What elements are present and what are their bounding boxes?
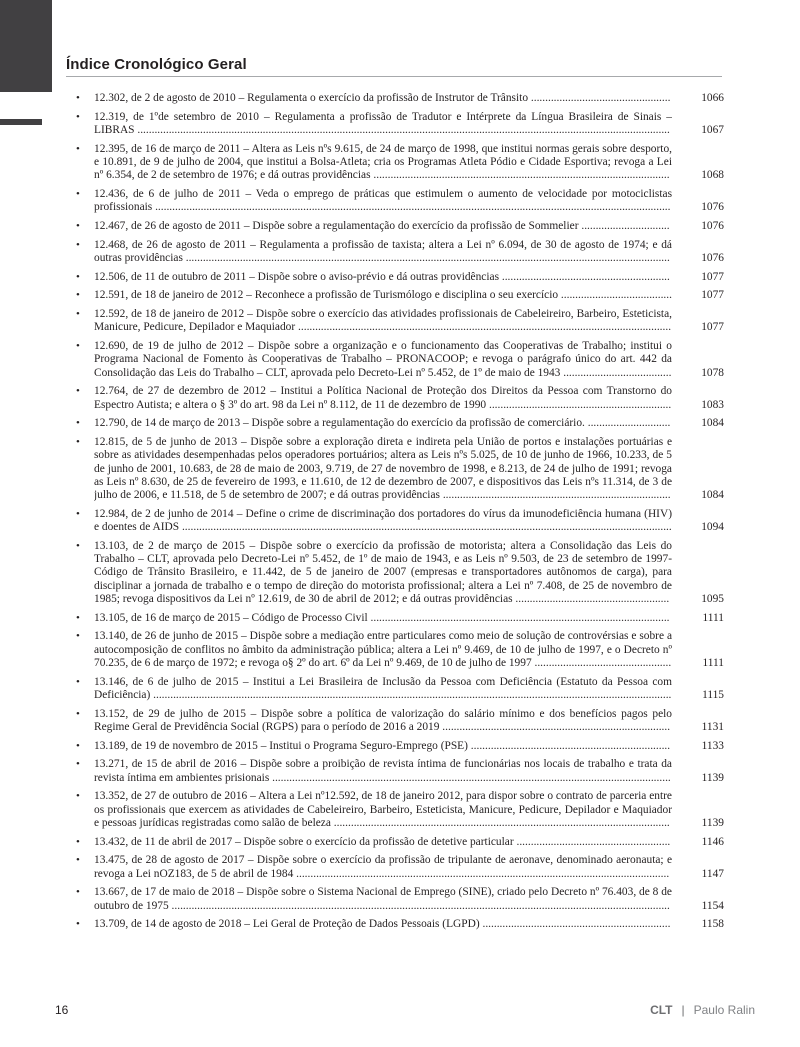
dot-leader: ................................................. — [528, 92, 671, 104]
dot-leader: ............................................................................................................................................ — [269, 771, 671, 784]
dot-leader: ............................................................................................................................................................................ — [179, 521, 672, 534]
index-entry — [74, 289, 724, 302]
bullet-icon: • — [76, 417, 80, 430]
entry-page-number: 1131 — [701, 720, 724, 733]
index-entry — [74, 92, 724, 105]
dot-leader: ....................................... — [558, 289, 672, 302]
index-entry — [74, 540, 724, 606]
index-entry — [74, 239, 724, 266]
index-entry — [74, 740, 724, 753]
bullet-icon: • — [76, 630, 80, 643]
bullet-icon: • — [76, 187, 80, 200]
index-entry — [74, 436, 724, 502]
entry-text: 13.189, de 19 de novembro de 2015 – Institui o Programa Seguro-Emprego (PSE) ...................................................................... — [94, 739, 671, 752]
entry-page-number: 1083 — [701, 398, 724, 411]
entry-text: 12.468, de 26 de agosto de 2011 – Regulamenta a profissão de taxista; altera a Lei nº 6.094, de 30 de agosto de 1974; e dá outras providências .......................................................................................................................................................................... — [94, 238, 672, 264]
dot-leader: ...................................................................................................................................................................................... — [150, 688, 672, 701]
index-entry — [74, 308, 724, 335]
entry-text: 12.319, de 1ºde setembro de 2010 – Regulamenta a profissão de Tradutor e Intérprete da Língua Brasileira de Sinais – LIBRAS ........................................................................................................................................................................................... — [94, 110, 672, 136]
entry-text: 12.790, de 14 de março de 2013 – Dispõe sobre a regulamentação do exercício da profissão de comerciário. ............................. — [94, 417, 671, 430]
entry-text: 13.432, de 11 de abril de 2017 – Dispõe sobre o exercício da profissão de detetive particular ...................................................... — [94, 835, 671, 848]
index-entry — [74, 708, 724, 735]
bullet-icon: • — [76, 854, 80, 867]
dot-leader: ................................................................................ — [439, 489, 671, 502]
bullet-icon: • — [76, 238, 80, 251]
dot-leader: .................................................................. — [479, 918, 671, 931]
index-entry — [74, 630, 724, 670]
entry-page-number: 1154 — [701, 899, 724, 912]
index-entry — [74, 385, 724, 412]
dot-leader: ................................................ — [531, 656, 672, 669]
dot-leader: ................................................................................................................................... — [293, 867, 670, 880]
index-entry — [74, 918, 724, 931]
entry-page-number: 1077 — [701, 289, 724, 302]
page-title: Índice Cronológico Geral — [66, 56, 247, 73]
entry-page-number: 1067 — [701, 123, 724, 136]
index-entry — [74, 417, 724, 430]
dot-leader: ............................. — [584, 417, 671, 430]
entry-text: 12.591, de 18 de janeiro de 2012 – Reconhece a profissão de Turismólogo e disciplina o seu exercício ....................................... — [94, 289, 672, 302]
bullet-icon: • — [76, 339, 80, 352]
entry-text: 13.146, de 6 de julho de 2015 – Institui a Lei Brasileira de Inclusão da Pessoa com Deficiência (Estatuto da Pessoa com Deficiência) ...................................................................................................................................................................................... — [94, 675, 672, 701]
bullet-icon: • — [76, 918, 80, 931]
index-entry — [74, 508, 724, 535]
entry-page-number: 1147 — [701, 867, 724, 880]
side-tab-mark — [0, 119, 42, 125]
entry-text: 13.152, de 29 de julho de 2015 – Dispõe sobre a política de valorização do salário mínimo e dos benefícios pagos pelo Regime Geral de Previdência Social (RGPS) para o período de 2016 a 2019 ................................................................................ — [94, 707, 672, 733]
entry-page-number: 1084 — [701, 417, 724, 430]
bullet-icon: • — [76, 835, 80, 848]
index-entry — [74, 188, 724, 215]
bullet-icon: • — [76, 435, 80, 448]
entry-page-number: 1158 — [701, 918, 724, 931]
dot-leader: ......................................................................................................... — [367, 611, 670, 624]
entry-page-number: 1133 — [701, 739, 724, 752]
index-entry — [74, 111, 724, 138]
bullet-icon: • — [76, 790, 80, 803]
index-entry — [74, 886, 724, 913]
bullet-icon: • — [76, 142, 80, 155]
index-entry — [74, 340, 724, 380]
bullet-icon: • — [76, 739, 80, 752]
dot-leader: ........................................................................................................................................................................................... — [134, 123, 670, 136]
dot-leader: ..................................................................................................................................................................................... — [152, 201, 671, 214]
index-entry — [74, 676, 724, 703]
page-footer — [55, 1003, 755, 1017]
footer-page-number: 16 — [55, 1003, 69, 1017]
entry-page-number: 1077 — [701, 270, 724, 283]
index-entry — [74, 758, 724, 785]
bullet-icon: • — [76, 611, 80, 624]
index-entry — [74, 612, 724, 625]
bullet-icon: • — [76, 758, 80, 771]
dot-leader: ...................................................... — [513, 835, 671, 848]
entry-page-number: 1084 — [701, 489, 724, 502]
bullet-icon: • — [76, 385, 80, 398]
entry-text: 12.395, de 16 de março de 2011 – Altera as Leis nºs 9.615, de 24 de março de 1998, que institui normas gerais sobre desporto, e 10.891, de 9 de julho de 2004, que institui a Bolsa-Atleta; cria os Programas Atleta Pódio e Cidade Esportiva; revoga a Lei nº 6.354, de 2 de setembro de 1976; e dá outras providências ........................................................................................................ — [94, 142, 672, 182]
entry-page-number: 1139 — [701, 816, 724, 829]
dot-leader: ........................................................................................................ — [370, 169, 670, 182]
entry-text: 13.352, de 27 de outubro de 2016 – Altera a Lei nº12.592, de 18 de janeiro 2012, para dispor sobre o contrato de parceria entre os profissionais que exercem as atividades de Cabeleireiro, Barbeiro, Esteticista, Manicure, Pedicure, Depilador e Maquiador e pessoas jurídicas registradas como salão de beleza ...................................................................................................................... — [94, 790, 672, 829]
entry-text: 13.105, de 16 de março de 2015 – Código de Processo Civil ......................................................................................................... — [94, 611, 670, 624]
bullet-icon: • — [76, 707, 80, 720]
bullet-icon: • — [76, 270, 80, 283]
entry-text: 12.984, de 2 de junho de 2014 – Define o crime de discriminação dos portadores do vírus da imunodeficiência humana (HIV) e doentes de AIDS ............................................................................................................................................................................ — [94, 507, 672, 534]
bullet-icon: • — [76, 539, 80, 552]
corner-block — [0, 0, 52, 92]
bullet-icon: • — [76, 219, 80, 232]
footer-book-title: CLT — [650, 1003, 673, 1017]
bullet-icon: • — [76, 886, 80, 899]
entry-page-number: 1076 — [701, 201, 724, 214]
bullet-icon: • — [76, 307, 80, 320]
entry-text: 12.467, de 26 de agosto de 2011 – Dispõe sobre a regulamentação do exercício da profissão de Sommelier ............................... — [94, 219, 670, 232]
entry-page-number: 1139 — [701, 771, 724, 784]
dot-leader: ................................................................................................................................... — [295, 321, 672, 334]
entry-page-number: 1095 — [701, 592, 724, 605]
index-entry — [74, 271, 724, 284]
entry-text: 12.302, de 2 de agosto de 2010 – Regulamenta o exercício da profissão de Instrutor de Trânsito ................................................. — [94, 92, 671, 104]
bullet-icon: • — [76, 675, 80, 688]
bullet-icon: • — [76, 110, 80, 123]
index-entry — [74, 143, 724, 183]
index-entry — [74, 790, 724, 830]
dot-leader: ............................................................................................................................................................................... — [168, 899, 670, 912]
entry-text: 12.592, de 18 de janeiro de 2012 – Dispõe sobre o exercício das atividades profissionais de Cabeleireiro, Barbeiro, Esteticista, Manicure, Pedicure, Depilador e Maquiador ................................................................................................................................... — [94, 307, 672, 334]
entry-text: 13.103, de 2 de março de 2015 – Dispõe sobre o exercício da profissão de motorista; altera a Consolidação das Leis do Trabalho – CLT, aprovada pelo Decreto-Lei nº 5.452, de 1º de maio de 1943, e as Leis nº 9.503, de 23 de setembro de 1997-Código de Trânsito Brasileiro, e 11.442, de 5 de janeiro de 2007 (empresas e transportadores autônomos de carga), para disciplinar a jornada de trabalho e o tempo de direção do motorista profissional; altera a Lei nº 7.408, de 25 de novembro de 1985; revoga dispositivos da Lei nº 12.619, de 30 de abril de 2012; e dá outras providências ...................................................... — [94, 539, 672, 605]
entry-page-number: 1068 — [701, 169, 724, 182]
entry-page-number: 1076 — [701, 251, 724, 264]
entry-text: 12.764, de 27 de dezembro de 2012 – Institui a Política Nacional de Proteção dos Direitos da Pessoa com Transtorno do Espectro Autista; e altera o § 3º do art. 98 da Lei nº 8.112, de 11 de dezembro de 1990 ................................................................ — [94, 385, 672, 411]
entry-page-number: 1066 — [701, 92, 724, 104]
entry-page-number: 1076 — [701, 219, 724, 232]
dot-leader: ...................................... — [560, 366, 672, 379]
entry-text: 12.506, de 11 de outubro de 2011 – Dispõe sobre o aviso-prévio e dá outras providências ........................................................... — [94, 270, 670, 283]
dot-leader: ................................................................................ — [439, 720, 671, 733]
dot-leader: ...................................................................... — [467, 739, 671, 752]
dot-leader: .......................................................................................................................................................................... — [182, 251, 670, 264]
entry-text: 12.815, de 5 de junho de 2013 – Dispõe sobre a exploração direta e indireta pela União de portos e instalações portuárias e sobre as atividades desempenhadas pelos operadores portuários; altera as Leis nºs 5.025, de 10 de junho de 1966, 10.233, de 5 de junho de 2001, 10.683, de 28 de maio de 2003, 9.719, de 27 de novembro de 1998, e 8.213, de 24 de julho de 1991; revoga as Leis nº 8.630, de 25 de fevereiro de 1993, e 11.610, de 12 de dezembro de 2007, e dispositivos das Leis nºs 11.314, de 3 de julho de 2006, e 11.518, de 5 de setembro de 2007; e dá outras providências ................................................................................ — [94, 435, 672, 502]
entry-text: 13.271, de 15 de abril de 2016 – Dispõe sobre a proibição de revista íntima de funcionárias nos locais de trabalho e trata da revista íntima em ambientes prisionais ............................................................................................................................................ — [94, 758, 672, 784]
dot-leader: ...................................................... — [512, 592, 670, 605]
entry-text: 13.140, de 26 de junho de 2015 – Dispõe sobre a mediação entre particulares como meio de solução de controvérsias e sobre a autocomposição de conflitos no âmbito da administração pública; altera a Lei nº 9.469, de 10 de julho de 1997, e o Decreto nº 70.235, de 6 de março de 1972; e revoga o§ 2º do art. 6º da Lei nº 9.469, de 10 de julho de 1997 ................................................ — [94, 630, 672, 669]
dot-leader: ...................................................................................................................... — [330, 816, 670, 829]
bullet-icon: • — [76, 92, 80, 104]
bullet-icon: • — [76, 507, 80, 520]
index-list — [74, 92, 724, 937]
entry-text: 13.667, de 17 de maio de 2018 – Dispõe sobre o Sistema Nacional de Emprego (SINE), criado pelo Decreto nº 76.403, de 8 de outubro de 1975 ............................................................................................................................................................................... — [94, 886, 672, 912]
entry-page-number: 1077 — [701, 321, 724, 334]
entry-page-number: 1115 — [702, 688, 724, 701]
entry-page-number: 1111 — [702, 656, 724, 669]
footer-separator: | — [681, 1003, 685, 1017]
footer-credit — [650, 1003, 755, 1017]
index-entry — [74, 220, 724, 233]
entry-text: 13.709, de 14 de agosto de 2018 – Lei Geral de Proteção de Dados Pessoais (LGPD) .................................................................. — [94, 918, 671, 931]
index-entry — [74, 854, 724, 881]
page-header — [66, 56, 722, 77]
entry-text: 12.690, de 19 de julho de 2012 – Dispõe sobre a organização e o funcionamento das Cooperativas de Trabalho; institui o Programa Nacional de Fomento às Cooperativas de Trabalho – PRONACOOP; e revoga o parágrafo único do art. 442 da Consolidação das Leis do Trabalho – CLT, aprovada pelo Decreto-Lei nº 5.452, de 1º de maio de 1943 ...................................... — [94, 339, 672, 379]
entry-page-number: 1146 — [701, 835, 724, 848]
entry-page-number: 1078 — [701, 366, 724, 379]
entry-text: 12.436, de 6 de julho de 2011 – Veda o emprego de práticas que estimulem o aumento de velocidade por motociclistas profissionais ..................................................................................................................................................................................... — [94, 187, 672, 214]
footer-author: Paulo Ralin — [693, 1003, 755, 1017]
dot-leader: ............................... — [578, 219, 670, 232]
entry-text: 13.475, de 28 de agosto de 2017 – Dispõe sobre o exercício da profissão de tripulante de aeronave, denominado aeronauta; e revoga a Lei nOZ183, de 5 de abril de 1984 ................................................................................................................................... — [94, 854, 672, 880]
index-entry — [74, 836, 724, 849]
bullet-icon: • — [76, 289, 80, 302]
entry-page-number: 1094 — [701, 521, 724, 534]
dot-leader: ................................................................ — [486, 398, 672, 411]
dot-leader: ........................................................... — [499, 270, 670, 283]
entry-page-number: 1111 — [702, 611, 724, 624]
